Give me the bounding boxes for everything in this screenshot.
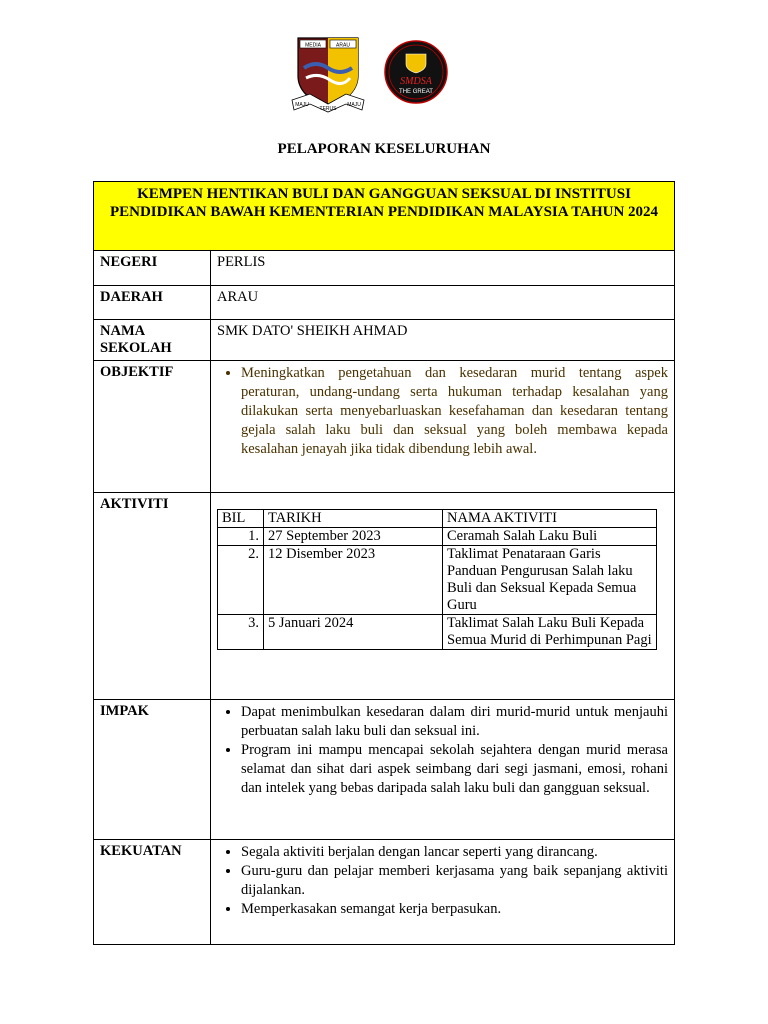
daerah-value: ARAU [211, 286, 675, 320]
kekuatan-cell [211, 840, 675, 945]
impak-item: • Program ini mampu mencapai sekolah sejahtera dengan murid merasa selamat dan sihat dari aspek seimbang dari segi jasmani, emosi, rohani dan intelek yang bebas daripada salah laku buli dan gangguan seksual. [241, 741, 668, 798]
impak-item: • Dapat menimbulkan kesedaran dalam diri murid-murid untuk menjauhi perbuatan salah laku buli dan seksual ini. [241, 703, 668, 741]
kekuatan-label: KEKUATAN [94, 840, 211, 945]
school-crest-icon [288, 34, 368, 114]
kekuatan-item: • Segala aktiviti berjalan dengan lancar seperti yang dirancang. [241, 843, 668, 862]
impak-label: IMPAK [94, 700, 211, 840]
badge-line2-text: THE GREAT [399, 89, 433, 95]
objektif-cell [211, 361, 675, 493]
crest-top-left-text: MEDIA [305, 42, 321, 49]
crest-ribbon-center-text: TERUS [319, 106, 337, 112]
smdsa-badge-icon [384, 40, 448, 104]
objektif-label: OBJEKTIF [94, 361, 211, 493]
daerah-label: DAERAH [94, 286, 211, 320]
crest-top-right-text: ARAU [336, 42, 350, 49]
col-bil-header: BIL [218, 510, 264, 528]
activity-nama: Taklimat Salah Laku Buli Kepada Semua Murid di Perhimpunan Pagi [443, 615, 657, 650]
kekuatan-item: • Guru-guru dan pelajar memberi kerjasama yang baik sepanjang aktiviti dijalankan. [241, 862, 668, 900]
activity-row [218, 546, 657, 615]
impak-cell [211, 700, 675, 840]
negeri-value: PERLIS [211, 251, 675, 286]
activity-bil: 2. [218, 546, 264, 615]
activity-tarikh: 12 Disember 2023 [264, 546, 443, 615]
kekuatan-item: • Memperkasakan semangat kerja berpasukan. [241, 900, 668, 919]
activity-tarikh: 27 September 2023 [264, 528, 443, 546]
campaign-header: KEMPEN HENTIKAN BULI DAN GANGGUAN SEKSUAL DI INSTITUSI PENDIDIKAN BAWAH KEMENTERIAN PENDIDIKAN MALAYSIA TAHUN 2024 [94, 182, 675, 251]
badge-line1-text: SMDSA [400, 76, 432, 87]
activity-tarikh: 5 Januari 2024 [264, 615, 443, 650]
activity-table [217, 509, 657, 650]
impak-list [217, 703, 668, 798]
activity-bil: 1. [218, 528, 264, 546]
crest-ribbon-right-text: MAJU [347, 102, 361, 108]
sekolah-value: SMK DATO' SHEIKH AHMAD [211, 320, 675, 361]
activity-nama: Ceramah Salah Laku Buli [443, 528, 657, 546]
activity-row [218, 615, 657, 650]
objektif-list [217, 364, 668, 459]
logos [0, 34, 768, 114]
page-title: PELAPORAN KESELURUHAN [277, 141, 491, 157]
objektif-item: • Meningkatkan pengetahuan dan kesedaran murid tentang aspek peraturan, undang-undang serta hukuman terhadap kesalahan yang dilakukan serta menyebarluaskan kesefahaman dan kesedaran tentang gejala salah laku buli dan seksual yang boleh membawa kepada kesalahan jenayah jika tidak dibendung lebih awal. [241, 364, 668, 459]
col-tarikh-header: TARIKH [264, 510, 443, 528]
negeri-label: NEGERI [94, 251, 211, 286]
aktiviti-cell [211, 493, 675, 700]
kekuatan-list [217, 843, 668, 919]
sekolah-label: NAMA SEKOLAH [94, 320, 211, 361]
aktiviti-label: AKTIVITI [94, 493, 211, 700]
crest-ribbon-left-text: MAJU [295, 102, 309, 108]
activity-nama: Taklimat Penataraan Garis Panduan Pengurusan Salah laku Buli dan Seksual Kepada Semua Guru [443, 546, 657, 615]
activity-bil: 3. [218, 615, 264, 650]
col-nama-header: NAMA AKTIVITI [443, 510, 657, 528]
activity-row [218, 528, 657, 546]
report-table [93, 181, 675, 945]
